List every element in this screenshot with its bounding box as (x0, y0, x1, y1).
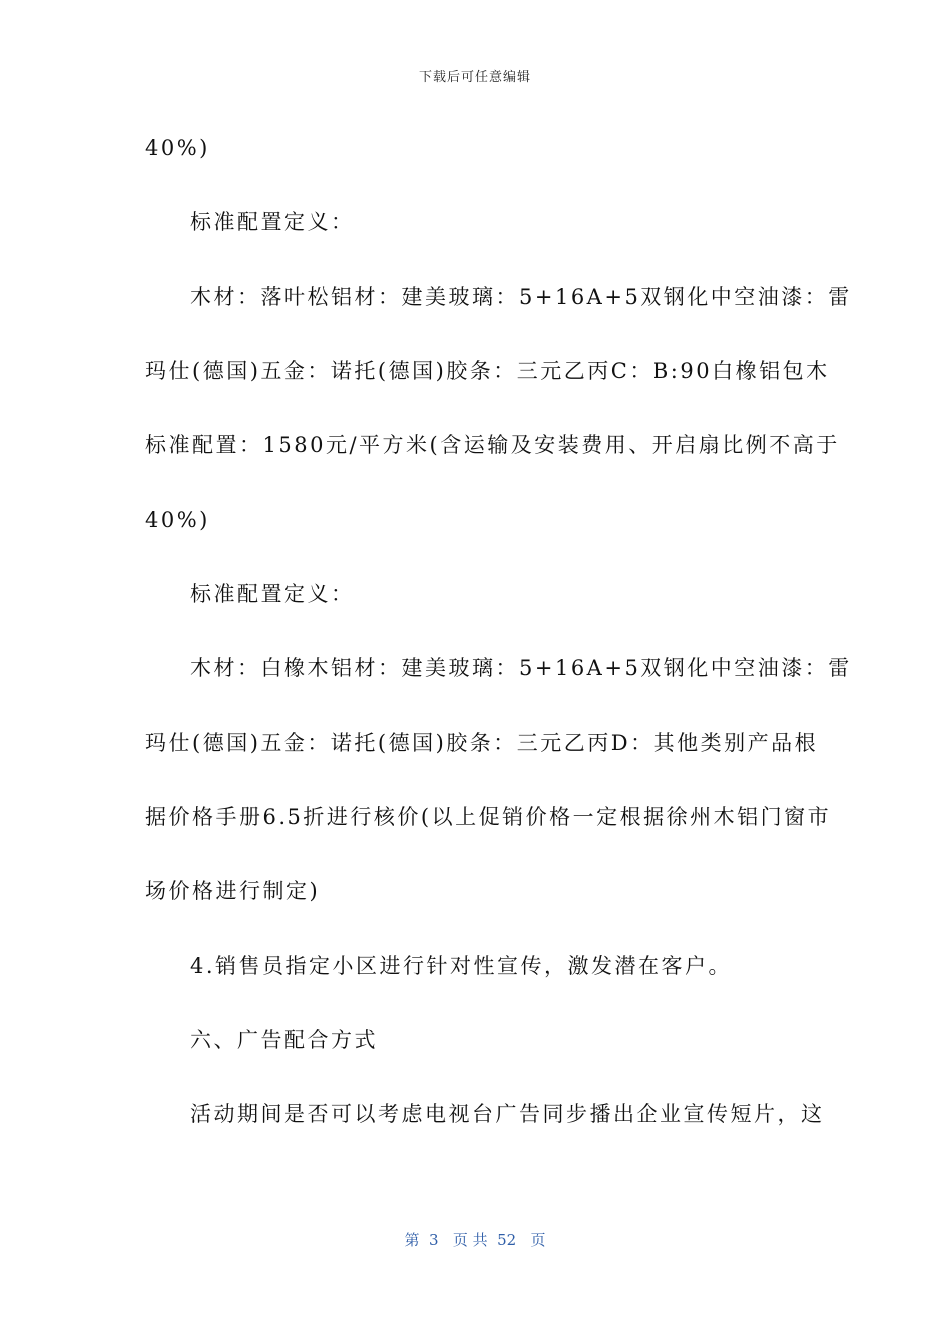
body-line-1: 40%) (145, 136, 210, 160)
body-line-7: 标准配置定义： (190, 582, 355, 606)
body-line-4: 玛仕(德国)五金：诺托(德国)胶条：三元乙丙C：B:90白橡铝包木 (145, 359, 830, 383)
body-line-10: 据价格手册6.5折进行核价(以上促销价格一定根据徐州木铝门窗市 (145, 805, 832, 829)
page-header: 下载后可任意编辑 (418, 70, 531, 85)
body-line-3: 木材：落叶松铝材：建美玻璃：5+16A+5双钢化中空油漆：雷 (190, 285, 852, 309)
body-line-12: 4.销售员指定小区进行针对性宣传，激发潜在客户。 (190, 954, 733, 978)
body-line-2: 标准配置定义： (190, 210, 355, 234)
page-footer: 第 3 页 共 52 页 (404, 1231, 546, 1249)
body-line-5: 标准配置：1580元/平方米(含运输及安装费用、开启扇比例不高于 (145, 433, 840, 457)
body-line-9: 玛仕(德国)五金：诺托(德国)胶条：三元乙丙D：其他类别产品根 (145, 731, 819, 755)
body-line-8: 木材：白橡木铝材：建美玻璃：5+16A+5双钢化中空油漆：雷 (190, 656, 852, 680)
body-line-6: 40%) (145, 508, 210, 532)
body-line-11: 场价格进行制定) (145, 879, 321, 903)
body-line-13: 六、广告配合方式 (190, 1028, 378, 1052)
body-line-14: 活动期间是否可以考虑电视台广告同步播出企业宣传短片，这 (190, 1102, 825, 1126)
